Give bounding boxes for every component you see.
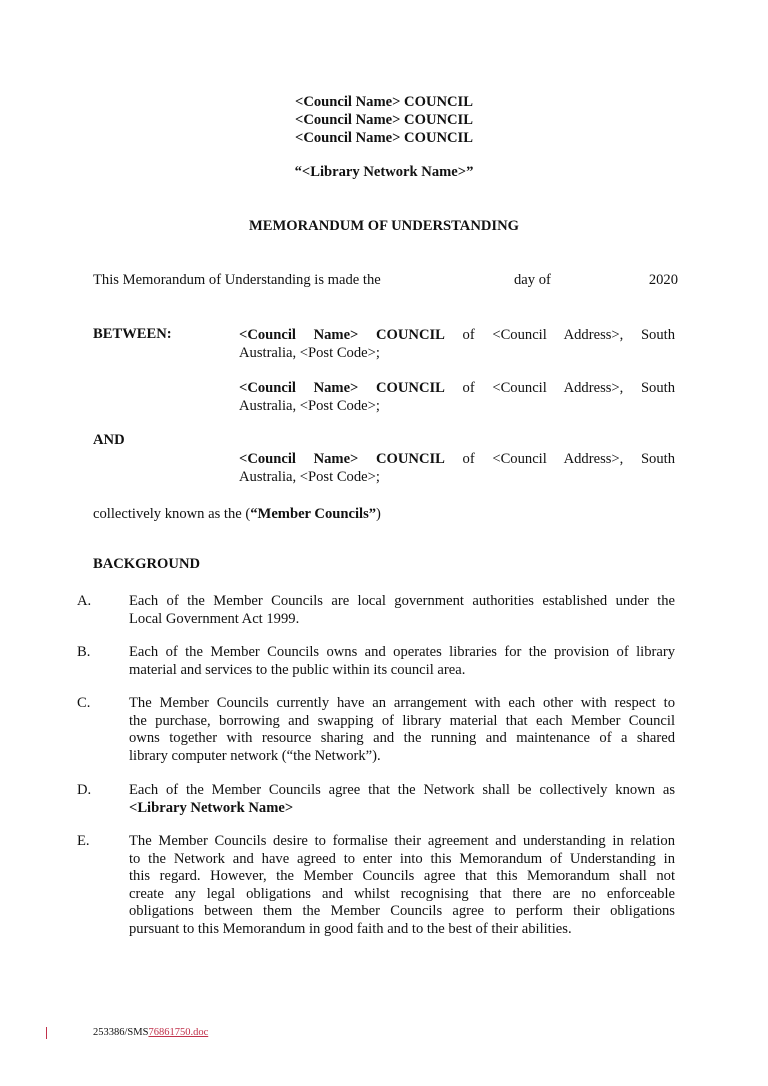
collective-definition: collectively known as the (“Member Councils”) (93, 506, 381, 522)
defined-term: “Member Councils” (250, 506, 377, 522)
item-text: Each of the Member Councils agree that the Network shall be collectively known as <Library Network Name> (129, 782, 675, 816)
library-network-name-ref: <Library Network Name> (129, 799, 294, 816)
item-letter: B. (77, 644, 91, 660)
party-first-line: <Council Name> COUNCIL of <Council Address>, South (239, 380, 675, 396)
council-name-line: <Council Name> COUNCIL (295, 130, 473, 146)
library-network-name: “<Library Network Name>” (294, 164, 474, 180)
party-second-line: Australia, <Post Code>; (239, 345, 380, 361)
day-of-label: day of (514, 272, 551, 288)
item-letter: D. (77, 782, 92, 798)
party-entry (239, 379, 675, 415)
party-first-line: <Council Name> COUNCIL of <Council Address>, South (239, 451, 675, 467)
party-name: <Council Name> COUNCIL (239, 327, 445, 343)
council-name-line: <Council Name> COUNCIL (295, 94, 473, 110)
party-name: <Council Name> COUNCIL (239, 380, 445, 396)
between-label: BETWEEN: (93, 326, 172, 342)
background-heading: BACKGROUND (93, 556, 201, 572)
revision-change-bar (46, 1027, 47, 1039)
reference-prefix: 253386/SMS (93, 1027, 149, 1038)
council-names-header (0, 93, 768, 147)
item-text: The Member Councils desire to formalise their agreement and understanding in relation to the Network and have agreed to enter into this Memorandum of Understanding in this regard. However, the Member Councils agree that this Memorandum shall not create any legal obligations and whilst recognising that there are no enforceable obligations between them the Member Councils agree to perform their obligations pursuant to this Memorandum in good faith and to the best of their abilities. (129, 833, 675, 937)
party-second-line: Australia, <Post Code>; (239, 469, 380, 485)
document-filename: 76861750.doc (148, 1027, 209, 1038)
council-name-line: <Council Name> COUNCIL (295, 112, 473, 128)
item-letter: A. (77, 593, 92, 609)
item-letter: E. (77, 833, 90, 849)
document-title: MEMORANDUM OF UNDERSTANDING (249, 218, 519, 234)
footer-document-reference (93, 1027, 208, 1038)
and-label: AND (93, 432, 125, 448)
party-entry (239, 326, 675, 362)
party-first-line: <Council Name> COUNCIL of <Council Address>, South (239, 327, 675, 343)
party-address: <Council Address>, (492, 380, 624, 396)
year-value: 2020 (648, 272, 678, 288)
party-address: <Council Address>, (492, 451, 624, 467)
party-second-line: Australia, <Post Code>; (239, 398, 380, 414)
party-address: <Council Address>, (492, 327, 624, 343)
item-text: The Member Councils currently have an arrangement with each other with respect to the purchase, borrowing and swapping of library material that each Member Council owns together with resource sharing and the running and maintenance of a shared library computer network (“the Network”). (129, 695, 675, 764)
party-entry (239, 450, 675, 486)
item-letter: C. (77, 695, 91, 711)
party-name: <Council Name> COUNCIL (239, 451, 445, 467)
item-text: Each of the Member Councils owns and operates libraries for the provision of library material and services to the public within its council area. (129, 644, 675, 678)
made-intro: This Memorandum of Understanding is made the (93, 272, 381, 288)
item-text: Each of the Member Councils are local government authorities established under the Local Government Act 1999. (129, 593, 675, 627)
